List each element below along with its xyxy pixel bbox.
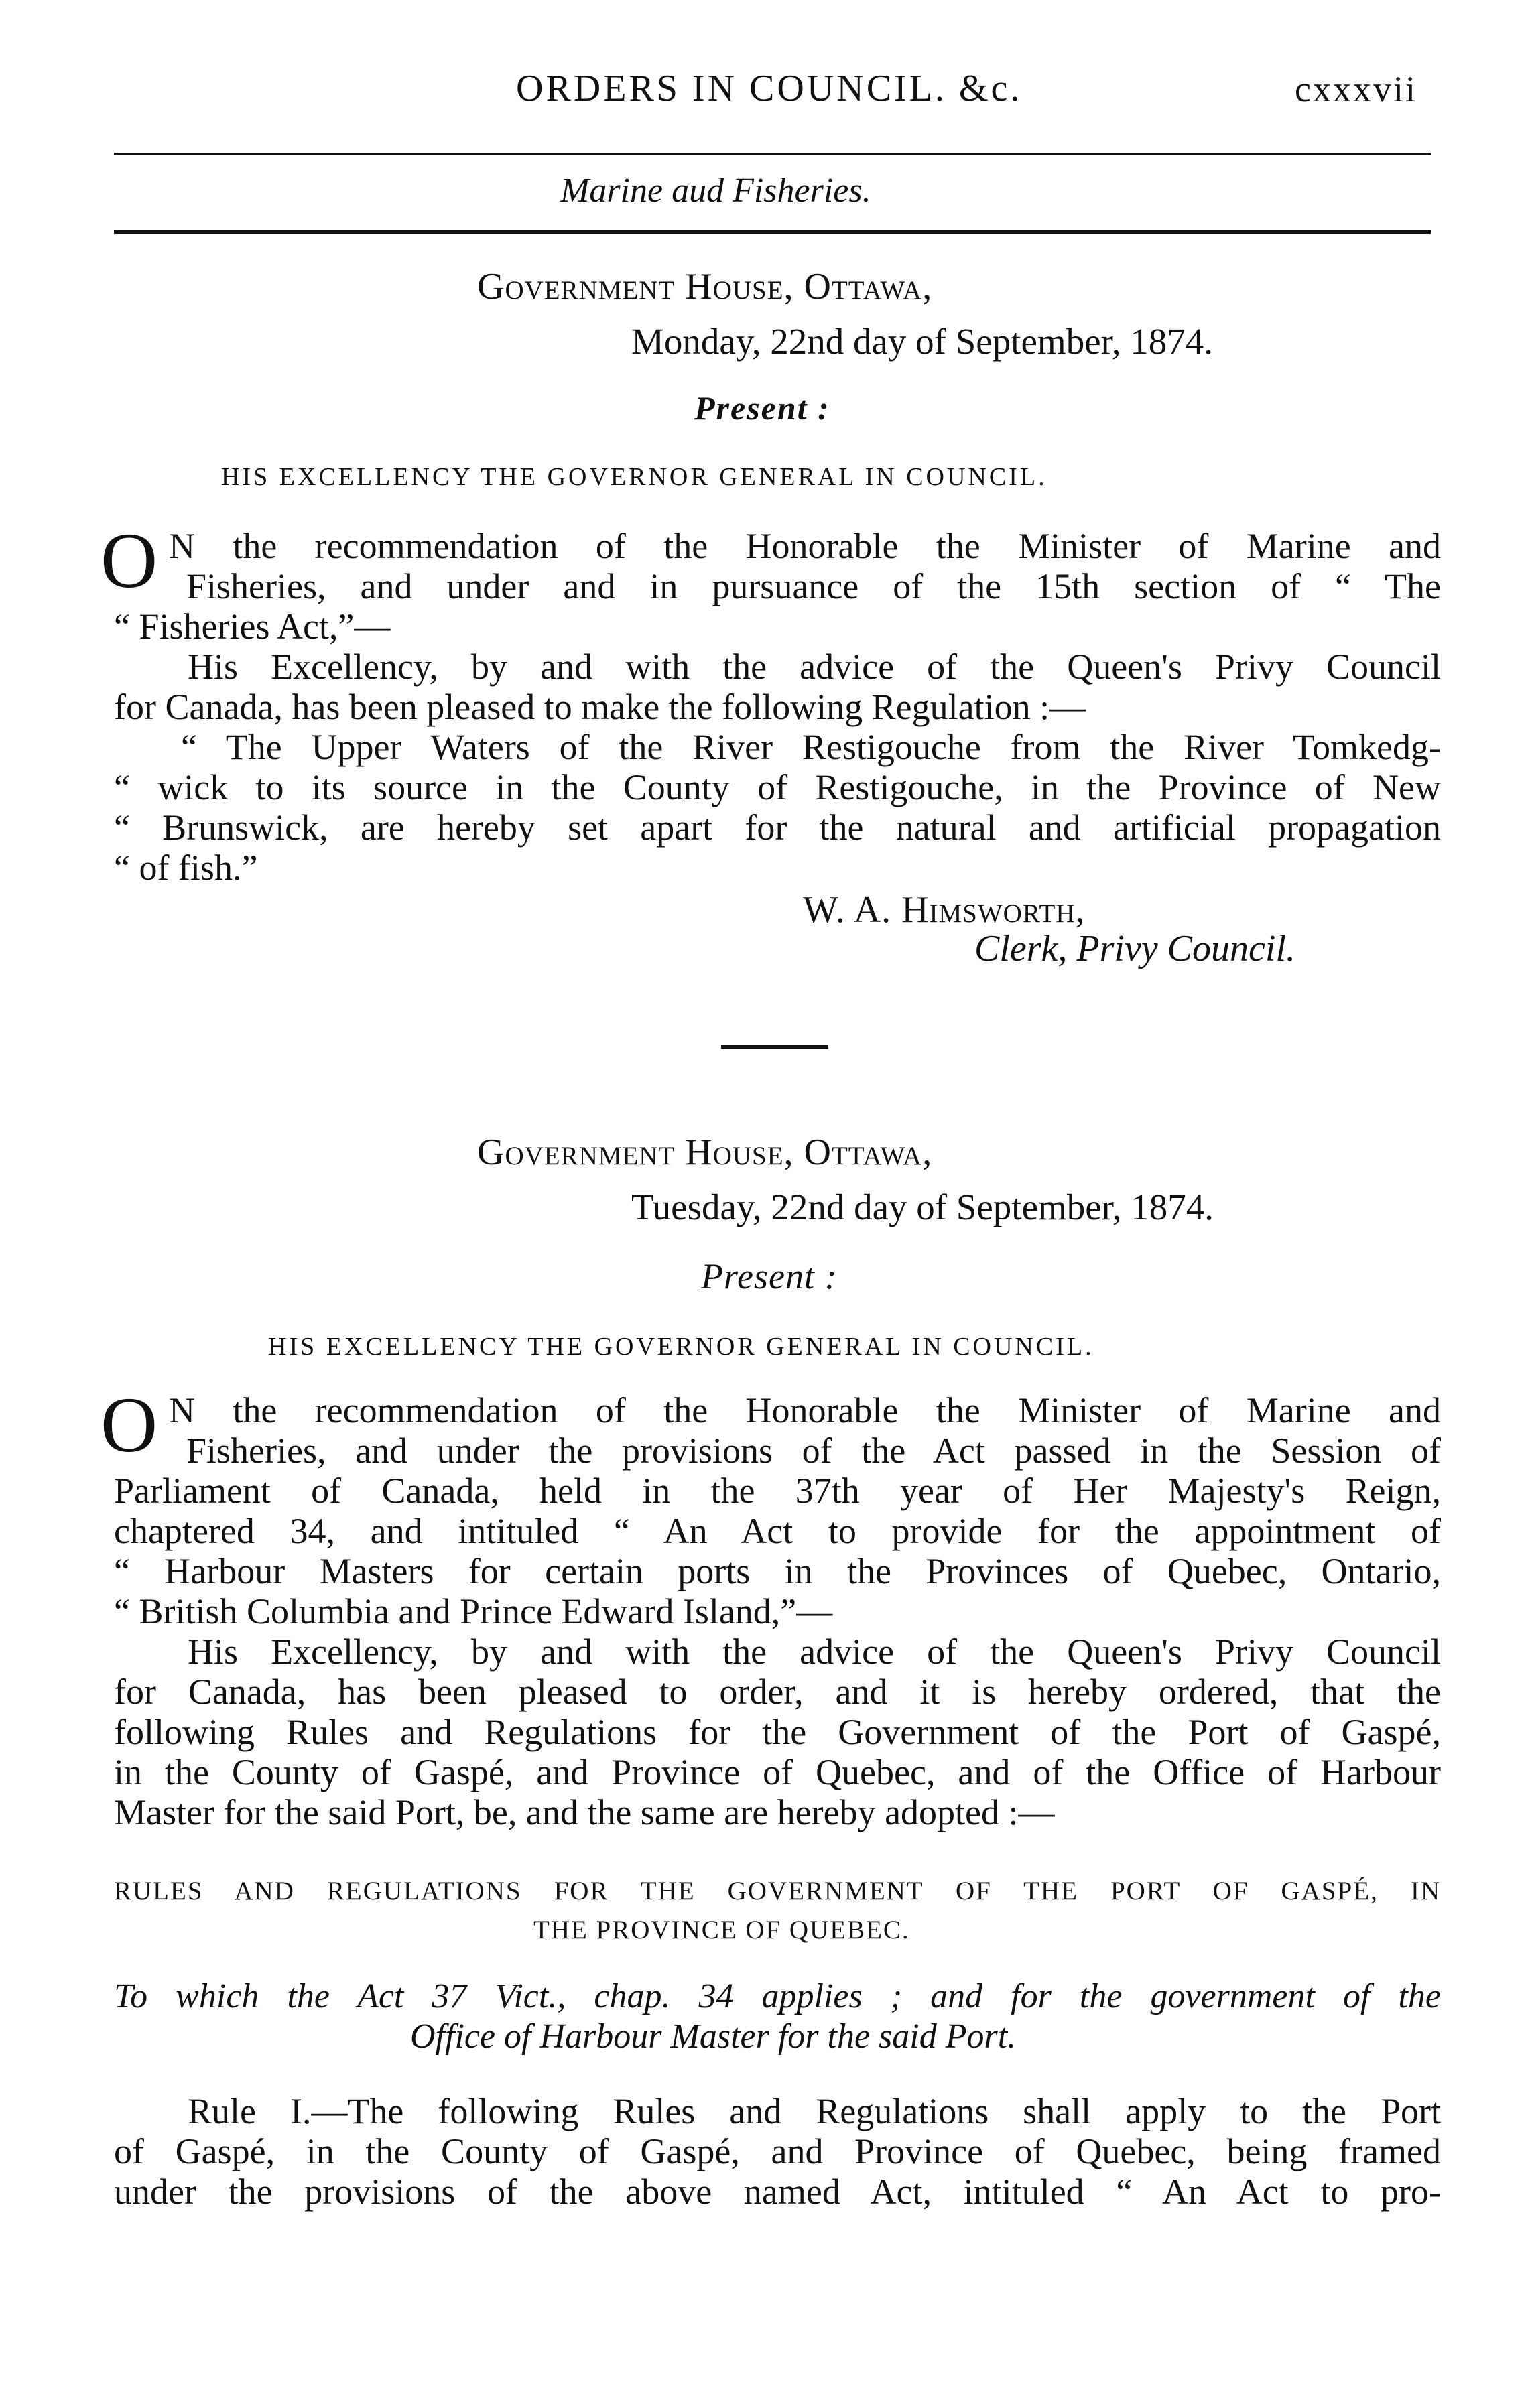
- order2-line-9: following Rules and Regulations for the Government of the Port of Gaspé,: [114, 1712, 1441, 1752]
- section-title: Marine aud Fisheries.: [560, 172, 871, 210]
- order2-line-7: His Excellency, by and with the advice of the Queen's Privy Council: [188, 1631, 1441, 1672]
- order2-line-3: Parliament of Canada, held in the 37th year of Her Majesty's Reign,: [114, 1471, 1441, 1511]
- running-title: ORDERS IN COUNCIL. &c.: [516, 68, 1023, 109]
- applies-line-2: Office of Harbour Master for the said Port.: [410, 2017, 1017, 2056]
- header-rule-top: [114, 153, 1431, 155]
- rules-heading-line-1: RULES AND REGULATIONS FOR THE GOVERNMENT OF THE PORT OF GASPÉ, IN: [114, 1877, 1441, 1905]
- order1-line-9: “ of fish.”: [114, 848, 258, 888]
- order2-date: Tuesday, 22nd day of September, 1874.: [631, 1187, 1214, 1227]
- rule-1-line-3: under the provisions of the above named Act, intituled “ An Act to pro-: [114, 2171, 1441, 2212]
- header-rule-bottom: [114, 230, 1431, 234]
- order1-line-7: “ wick to its source in the County of Restigouche, in the Province of New: [114, 767, 1441, 807]
- order2-line-10: in the County of Gaspé, and Province of Quebec, and of the Office of Harbour: [114, 1752, 1441, 1792]
- rule-1-line-1: Rule I.—The following Rules and Regulations shall apply to the Port: [188, 2091, 1441, 2131]
- order2-line-8: for Canada, has been pleased to order, and it is hereby ordered, that the: [114, 1672, 1441, 1712]
- order2-line-11: Master for the said Port, be, and the same are hereby adopted :—: [114, 1792, 1055, 1832]
- order1-council: HIS EXCELLENCY THE GOVERNOR GENERAL IN COUNCIL.: [221, 463, 1047, 491]
- order1-line-8: “ Brunswick, are hereby set apart for the natural and artificial propagation: [114, 807, 1441, 848]
- order2-line-4: chaptered 34, and intituled “ An Act to provide for the appointment of: [114, 1511, 1441, 1551]
- order1-signature-name: W. A. Himsworth,: [803, 889, 1086, 931]
- order2-line-5: “ Harbour Masters for certain ports in the Provinces of Quebec, Ontario,: [114, 1551, 1441, 1591]
- order1-line-4: His Excellency, by and with the advice of the Queen's Privy Council: [188, 647, 1441, 687]
- order1-line-1: N the recommendation of the Honorable the Minister of Marine and: [169, 526, 1441, 566]
- order1-place: Government House, Ottawa,: [477, 266, 933, 308]
- order2-line-2: Fisheries, and under the provisions of the Act passed in the Session of: [186, 1430, 1441, 1471]
- order1-line-6: “ The Upper Waters of the River Restigouche from the River Tomkedg-: [181, 727, 1441, 767]
- order1-date: Monday, 22nd day of September, 1874.: [631, 321, 1213, 362]
- order2-line-1: N the recommendation of the Honorable the Minister of Marine and: [169, 1390, 1441, 1430]
- order1-line-3: “ Fisheries Act,”—: [114, 606, 391, 647]
- order1-signature-title: Clerk, Privy Council.: [974, 928, 1296, 969]
- order2-place: Government House, Ottawa,: [477, 1132, 933, 1173]
- order1-present: Present :: [694, 389, 830, 427]
- applies-line-1: To which the Act 37 Vict., chap. 34 applies ; and for the government of the: [114, 1977, 1441, 2015]
- order2-council: HIS EXCELLENCY THE GOVERNOR GENERAL IN COUNCIL.: [268, 1333, 1094, 1361]
- order1-line-2: Fisheries, and under and in pursuance of the 15th section of “ The: [186, 566, 1441, 606]
- order2-drop-cap: O: [101, 1381, 158, 1469]
- order2-line-6: “ British Columbia and Prince Edward Island,”—: [114, 1591, 833, 1631]
- rule-1-line-2: of Gaspé, in the County of Gaspé, and Province of Quebec, being framed: [114, 2131, 1441, 2171]
- rules-heading-line-2: THE PROVINCE OF QUEBEC.: [533, 1916, 910, 1944]
- section-divider: [721, 1045, 828, 1049]
- order1-drop-cap: O: [101, 517, 158, 604]
- order2-present: Present :: [701, 1256, 838, 1296]
- order1-line-5: for Canada, has been pleased to make the following Regulation :—: [114, 687, 1086, 727]
- page-number: cxxxvii: [1295, 69, 1417, 109]
